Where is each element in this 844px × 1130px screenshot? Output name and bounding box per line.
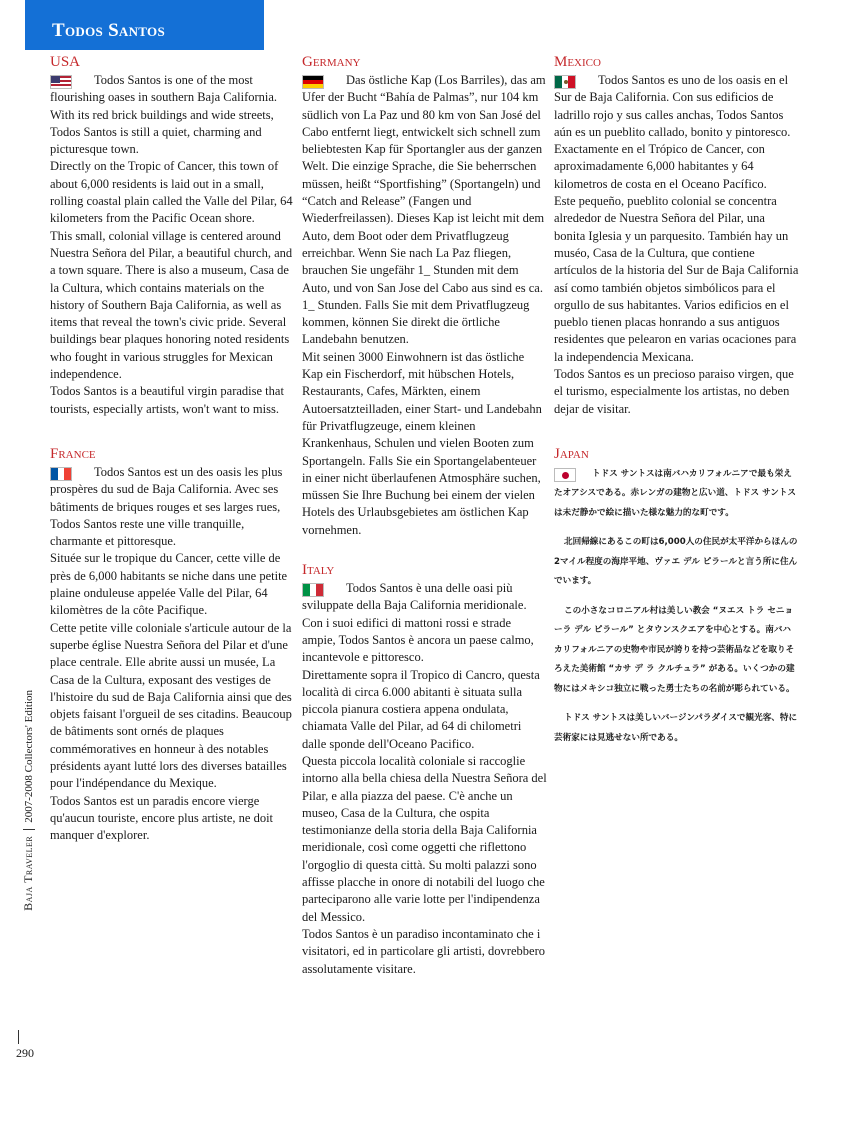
usa-paragraph-2: Directly on the Tropic of Cancer, this town of about 6,000 residents is laid out in a small, rolling coastal plain called the Valle del Pilar, 64 kilometers from the Pacific Ocean shore. [50,159,293,226]
japan-paragraph-1: トドス サントスは南バハカリフォルニアで最も栄えたオアシスである。赤レンガの建物と広い道、トドス サントスは未だ静かで絵に描いた様な魅力的な町です。 [554,468,796,518]
germany-paragraph-2: Mit seinen 3000 Einwohnern ist das östliche Kap ein Fischerdorf, mit hübschen Hotels, Restaurants, Cafes, Märkten, einem Autoersatzteilladen, einer Start- und Landebahn für Privatflugzeuge, einem kleinen Krankenhaus, Schulen und vielen Booten zum Sportangeln. Falls Sie ein Sportangelabenteuer in einer nicht überlaufenen Atmosphäre suchen, müssen Sie Ihre Buchung bei einem der vielen Hotels des Urlaubsgebietes am östlichen Kap vornehmen. [302,349,542,537]
mexico-paragraph-1: Todos Santos es uno de los oasis en el Sur de Baja California. Con sus edificios de ladrillo rojo y sus calles anchas, Todos Santos aún es un pueblito callado, bonito y pintoresco. [554,73,791,139]
italy-paragraph-2: Direttamente sopra il Tropico di Cancro, questa località di circa 6.000 abitanti è situata sulla piccola pianura costiera appena ondulata, chiamata Valle del Pilar, ad 64 di chilometri dalle sponde dell'Oceano Pacifico. [302,667,540,751]
usa-paragraph-3: This small, colonial village is centered around Nuestra Señora del Pilar, a beautiful church, and a town square. There is also a museum, Casa de la Cultura, which contains materials on the history of Southern Baja California, as well as items that reveal the town's civic pride. Several buildings bear plaques honoring noted residents who fought in various struggles for Mexican independence. [50,228,293,382]
spine [8,0,35,1098]
france-paragraph-1: Todos Santos est un des oasis les plus prospères du sud de Baja California. Avec ses bâtiments de briques rouges et ses larges rues, Todos Santos reste une ville tranquille, charmante et pittoresque. [50,464,283,549]
mexico-paragraph-4: Todos Santos es un precioso paraiso virgen, que el turismo, especialmente los artistas, no deben dejar de visitar. [554,367,794,416]
heading-usa: USA [50,54,81,70]
france-flag-icon [50,467,72,481]
japan-paragraph-4: トドス サントスは美しいバージンパラダイスで観光客、特に芸術家には見逃せない所である。 [554,713,798,743]
mexico-flag-icon [554,75,576,89]
italy-paragraph-1: Todos Santos è una delle oasi più sviluppate della Baja California meridionale. Con i suoi edifici di mattoni rossi e strade ampie, Todos Santos è ancora un paese calmo, incantevole e pittoresco. [302,581,534,665]
germany-paragraph-1: Das östliche Kap (Los Barriles), das am Ufer der Bucht “Bahía de Palmas”, nur 104 km südlich von La Paz und 80 km von San José del Cabo entfernt liegt, entwickelt sich schnell zum beliebtesten Kap für Sportangler aus der ganzen Welt. Die einzige Sprache, die Sie beherrschen müssen, heißt “Sportfishing” (Sportangeln) und “Catch and Release” (Fangen und Wiederfreilassen). Dieses Kap ist leicht mit dem Auto, dem Boot oder dem Privatflugzeug erreichbar. Wenn Sie nach La Paz fliegen, brauchen Sie ungefähr 1_ Stunden mit dem Auto, und von San Jose del Cabo aus sind es ca. 1_ Stunden. Falls Sie mit dem Privatflugzeug kommen, können Sie direkt die örtliche Landebahn benutzen. [302,73,546,347]
lead-row-germany [302,72,547,349]
japan-paragraph-3: この小さなコロニアル村は美しい教会 “ヌエス トラ セニョーラ デル ピラール” とタウンスクエアを中心とする。南バハカリフォルニアの史物や市民が誇りを持つ芸術品などを取りそろえた美術館 “カサ デ ラ クルチュラ” がある。いくつかの建物にはメキシコ独立に戦った勇士たちの名前が彫られている。 [554,605,795,694]
spine-brand: Baja Traveler [21,835,35,911]
heading-germany: Germany [302,54,361,70]
page-title: Todos Santos [52,20,165,41]
spine-rule [18,1030,19,1044]
usa-paragraph-4: Todos Santos is a beautiful virgin paradise that tourists, especially artists, won't want to miss. [50,384,284,416]
column-middle [302,53,547,1005]
mexico-paragraph-3: Este pequeño, pueblito colonial se concentra alrededor de Nuestra Señora del Pilar, una bonita Iglesia y un parquesito. También hay un muséo, Casa de la Cultura, que contiene artículos de la historia del Sur de Baja California así como también objetos simbólicos para el orgullo de sus habitantes. Varios edificios en el pueblo tienen placas honrando a sus antiguos residentes que pelearon en varias ocaciones para la independencia Mexicana. [554,194,799,364]
lead-row-japan [554,465,799,524]
lead-row-mexico [554,72,799,141]
column-right [554,53,799,775]
page-number: 290 [16,1046,34,1060]
france-paragraph-4: Todos Santos est un paradis encore vierge qu'aucun touriste, encore plus artiste, ne doit manquer d'explorer. [50,793,274,843]
germany-flag-icon [302,75,324,89]
france-paragraph-2: Située sur le tropique du Cancer, cette ville de près de 6,000 habitants se niche dans une petite plaine onduleuse appelée Valle del Pilar, 64 kilomètres de la côte Pacifique. [50,551,288,618]
italy-paragraph-4: Todos Santos è un paradiso incontaminato che i visitatori, ed in particolare gli artisti, dovrebbero assolutamente visitare. [302,926,545,976]
spine-edition: 2007-2008 Collectors' Edition [23,690,35,823]
heading-japan: Japan [554,445,589,462]
section-france [50,445,295,845]
lead-row-usa [50,72,295,158]
lead-row-italy [302,580,547,666]
title-bar [25,0,264,50]
column-left [50,53,295,871]
heading-france: France [50,445,96,462]
heading-mexico: Mexico [554,54,601,70]
spine-separator [23,829,35,830]
heading-italy: Italy [302,562,335,579]
spine-text [18,690,38,1130]
italy-paragraph-3: Questa piccola località coloniale si raccoglie intorno alla bella chiesa della Nuestra Señora del Pilar, e alla piazza del paese. C'è anche un museo, Casa de la Cultura, che ospita testimonianze della storia della Baja California meridionale, così come oggetti che riflettono l'orgoglio di questa città. Su molti palazzi sono affisse placche in onore di notabili del luogo che parteciparono alle varie lotte per l'indipendenza del Messico. [302,753,547,924]
japan-paragraph-2: 北回帰線にあるこの町は6,000人の住民が太平洋からほんの2マイル程度の海岸平地、ヴァエ デル ピラールと言う所に住んでいます。 [554,537,798,587]
section-italy [302,561,547,978]
lead-row-france [50,464,295,550]
france-paragraph-3: Cette petite ville coloniale s'articule autour de la superbe église Nuestra Señora del Pilar et d'une place centrale. Elle abrite aussi un musée, La Casa de la Cultura, exposant des vestiges de l'histoire du sud de Baja California ainsi que des objets faisant l'orgueil de ses citadins. Beaucoup de bâtiments sont ornés de plaques commémoratives en honneur à des notables présidents ayant lutté lors des diverses batailles pour l'indépendance du Mexique. [50,620,292,791]
mexico-paragraph-2: Exactamente en el Trópico de Cancer, con aproximadamente 6,000 habitantes y 64 kilometros de costa en el Oceano Pacífico. [554,142,767,191]
us-flag-icon [50,75,72,89]
section-usa [50,53,295,418]
usa-paragraph-1: Todos Santos is one of the most flourishing oases in southern Baja California. With its red brick buildings and wide streets, Todos Santos is still a quiet, charming and picturesque town. [50,73,278,157]
japan-flag-icon [554,468,576,482]
section-mexico [554,53,799,418]
italy-flag-icon [302,583,324,597]
section-japan [554,445,799,749]
section-germany [302,53,547,539]
